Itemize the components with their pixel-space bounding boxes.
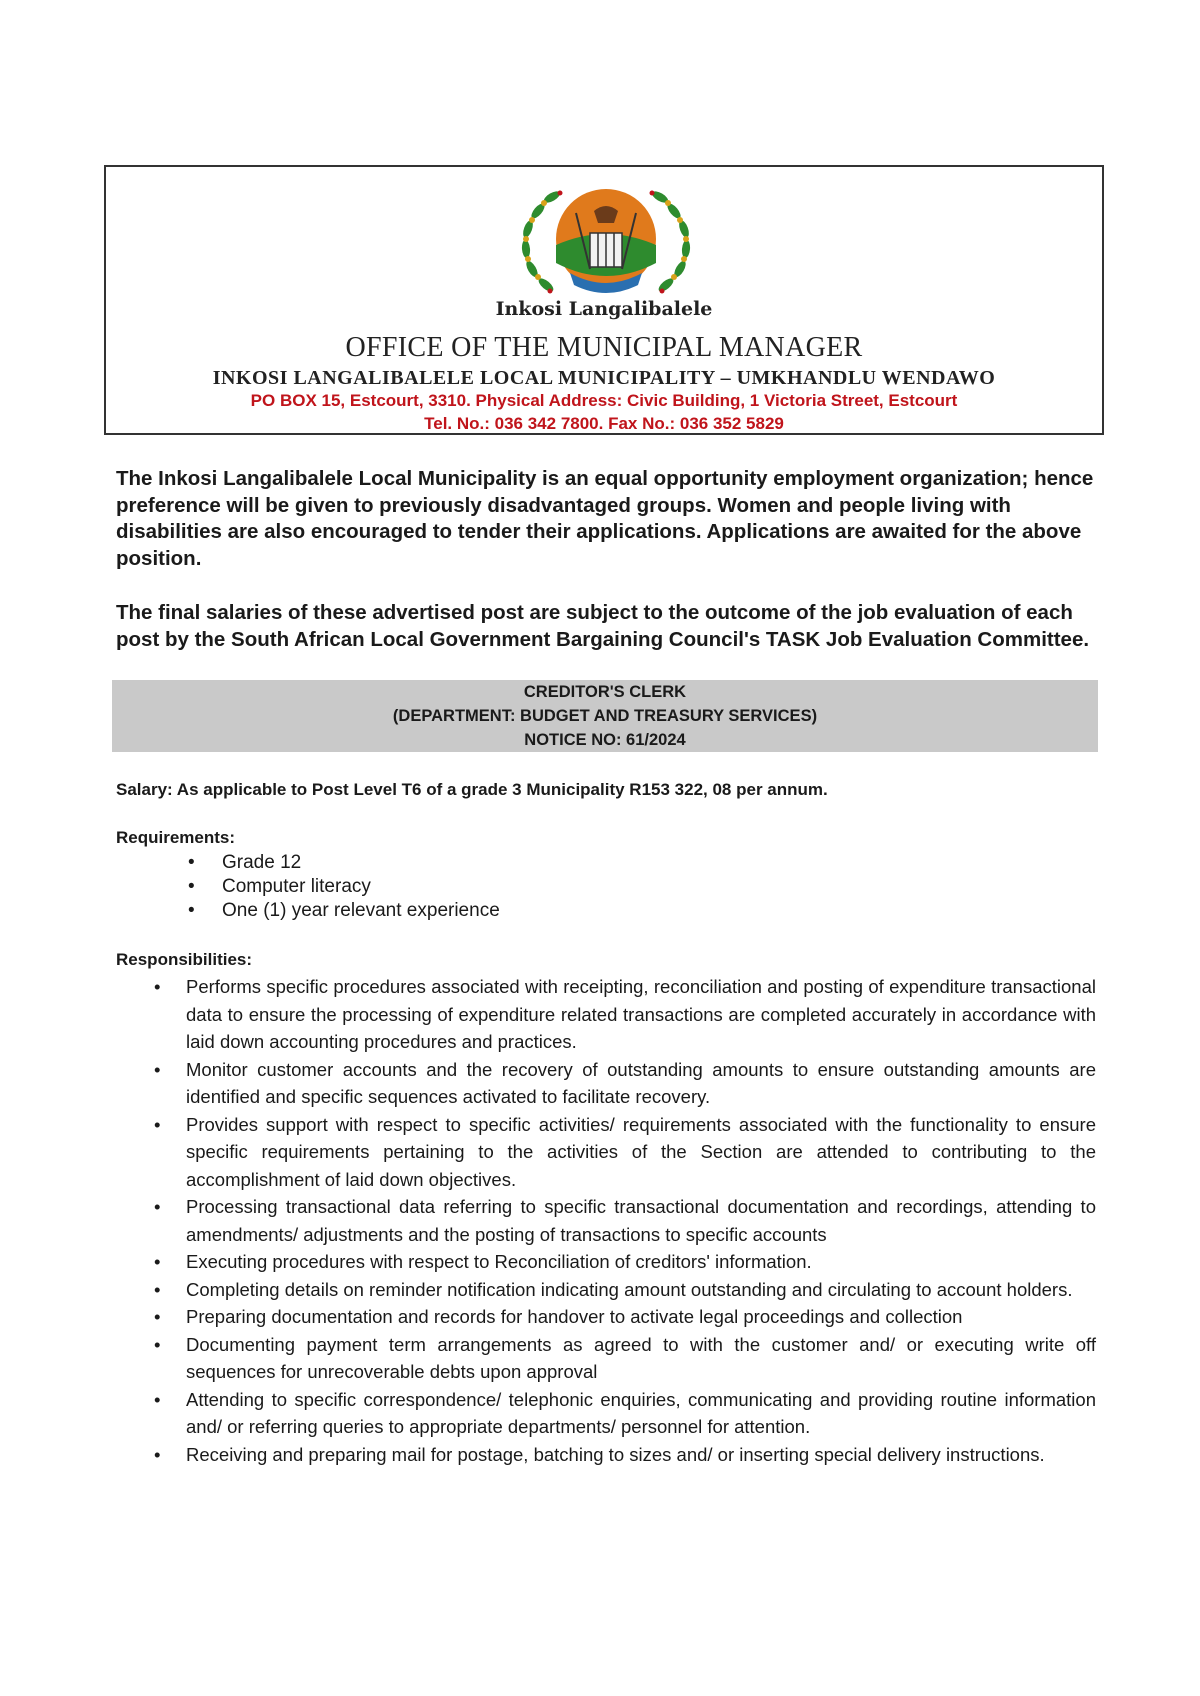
- post-notice-banner: [112, 680, 1098, 752]
- responsibilities-heading: Responsibilities:: [116, 950, 253, 969]
- postal-address: PO BOX 15, Estcourt, 3310. Physical Address: Civic Building, 1 Victoria Street, Estcourt: [250, 391, 958, 410]
- requirement-item: • One (1) year relevant experience: [188, 899, 500, 923]
- responsibility-item: • Executing procedures with respect to Reconciliation of creditors' information.: [150, 1248, 1096, 1276]
- responsibility-item: • Completing details on reminder notification indicating amount outstanding and circulating to account holders.: [150, 1276, 1096, 1304]
- salary-statement: Salary: As applicable to Post Level T6 of a grade 3 Municipality R153 322, 08 per annum.: [116, 780, 828, 799]
- requirement-item: • Grade 12: [188, 851, 500, 875]
- requirements-list: [188, 851, 500, 923]
- requirement-item: • Computer literacy: [188, 875, 500, 899]
- requirements-heading: Requirements:: [116, 828, 236, 847]
- responsibilities-list: [150, 973, 1096, 1468]
- office-title: OFFICE OF THE MUNICIPAL MANAGER: [345, 332, 863, 363]
- municipality-name: INKOSI LANGALIBALELE LOCAL MUNICIPALITY – UMKHANDLU WENDAWO: [212, 367, 996, 389]
- post-title: CREDITOR'S CLERK: [523, 683, 687, 701]
- post-department: (DEPARTMENT: BUDGET AND TREASURY SERVICES): [392, 707, 818, 725]
- equal-opportunity-statement: The Inkosi Langalibalele Local Municipality is an equal opportunity employment organization; hence preference will be given to previously disadvantaged groups. Women and people living with disabilities are also encouraged to tender their applications. Applications are awaited for the above position.: [116, 467, 1094, 570]
- salary-evaluation-note: The final salaries of these advertised post are subject to the outcome of the job evaluation of each post by the South African Local Government Bargaining Council's TASK Job Evaluation Committee.: [116, 601, 1090, 651]
- logo-wordmark: Inkosi Langalibalele: [495, 298, 713, 320]
- responsibility-item: • Monitor customer accounts and the recovery of outstanding amounts to ensure outstanding amounts are identified and specific sequences activated to facilitate recovery.: [150, 1056, 1096, 1111]
- letterhead-box: [104, 165, 1104, 435]
- responsibility-item: • Documenting payment term arrangements as agreed to with the customer and/ or executing write off sequences for unrecoverable debts upon approval: [150, 1331, 1096, 1386]
- responsibility-item: • Attending to specific correspondence/ telephonic enquiries, communicating and providing routine information and/ or referring queries to appropriate departments/ personnel for attention.: [150, 1386, 1096, 1441]
- notice-number: NOTICE NO: 61/2024: [524, 731, 686, 749]
- responsibility-item: • Performs specific procedures associated with receipting, reconciliation and posting of expenditure transactional data to ensure the processing of expenditure related transactions are completed accurately in accordance with laid down accounting procedures and practices.: [150, 973, 1096, 1056]
- responsibility-item: • Preparing documentation and records for handover to activate legal proceedings and collection: [150, 1303, 1096, 1331]
- responsibility-item: • Receiving and preparing mail for postage, batching to sizes and/ or inserting special delivery instructions.: [150, 1441, 1096, 1469]
- responsibility-item: • Provides support with respect to specific activities/ requirements associated with the functionality to ensure specific requirements pertaining to the activities of the Section are attended to contributing to the accomplishment of laid down objectives.: [150, 1111, 1096, 1194]
- municipal-crest-logo: [490, 173, 722, 317]
- contact-numbers: Tel. No.: 036 342 7800. Fax No.: 036 352 5829: [424, 414, 784, 433]
- responsibility-item: • Processing transactional data referring to specific transactional documentation and recordings, attending to amendments/ adjustments and the posting of transactions to specific accounts: [150, 1193, 1096, 1248]
